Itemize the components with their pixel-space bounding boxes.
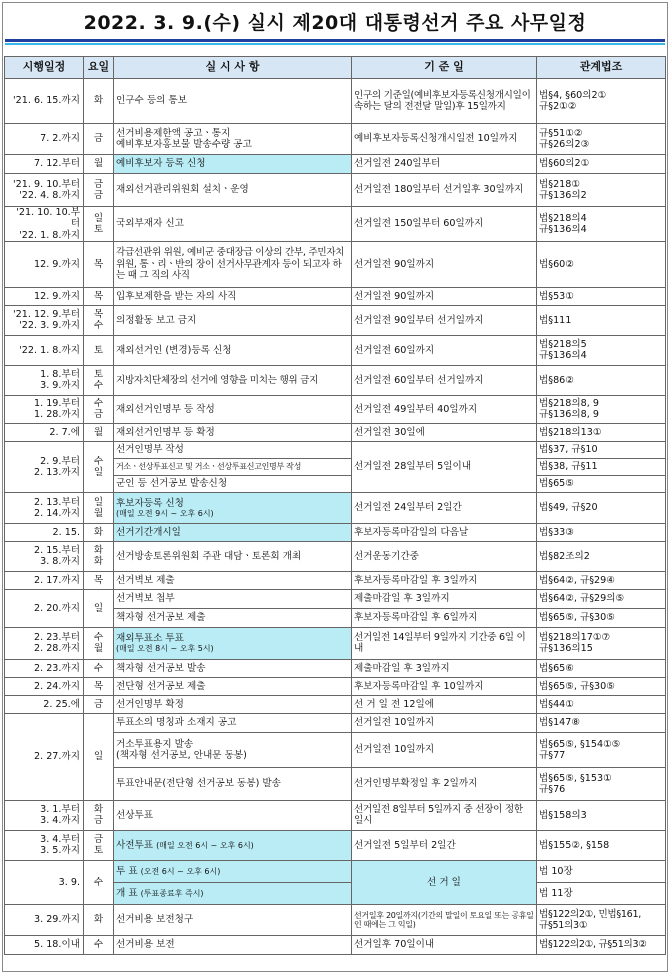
cell-date: 1. 8.부터 3. 9.까지 (5, 365, 84, 395)
cell-basis: 선 거 일 (352, 860, 537, 904)
cell-basis: 선거일전 60일까지 (352, 335, 537, 365)
cell-day: 수 (84, 659, 114, 677)
cell-date: 2. 15. (5, 523, 84, 541)
cell-day: 토 (84, 335, 114, 365)
table-row (5, 441, 666, 458)
cell-date: 2. 24.까지 (5, 677, 84, 695)
table-row (5, 207, 666, 242)
cell-item: 거소투표용지 발송 (책자형 선거공보, 안내문 동봉) (114, 732, 352, 767)
cell-law: 법§64②, 규§29의⑤ (537, 589, 666, 608)
cell-day: 수 월 (84, 627, 114, 659)
table-row (5, 79, 666, 124)
cell-law: 규§51①② 규§26의2③ (537, 124, 666, 155)
cell-basis: 후보자등록마감일 후 3일까지 (352, 571, 537, 589)
cell-law: 법§60의2① (537, 155, 666, 174)
cell-date: 3. 9. (5, 860, 84, 904)
item-note: (매일 오전 9시 ~ 오후 6시) (116, 508, 214, 518)
cell-law: 법§44① (537, 695, 666, 713)
cell-law: 법§155②, §158 (537, 830, 666, 860)
cell-basis: 선 거 일 전 12일에 (352, 695, 537, 713)
cell-day: 목 (84, 677, 114, 695)
header-day: 요일 (84, 57, 114, 79)
cell-date: 3. 1.부터 3. 4.까지 (5, 800, 84, 830)
cell-basis: 선거일전 28일부터 5일이내 (352, 441, 537, 492)
cell-item: 각급선관위 위원, 예비군 중대장급 이상의 간부, 주민자치위원, 통ㆍ리ㆍ반의 장이 선거사무관계자 등이 되고자 하는 때 그 직의 사직 (114, 241, 352, 287)
item-note: (매일 오전 6시 ~ 오후 6시) (156, 840, 254, 850)
table-row (5, 335, 666, 365)
cell-basis: 선거일전 5일부터 2일간 (352, 830, 537, 860)
cell-basis: 선거일전 30일에 (352, 423, 537, 441)
item-label: 개 표 (116, 887, 138, 899)
header-item: 실 시 사 항 (114, 57, 352, 79)
cell-item: 거소ㆍ선상투표신고 및 거소ㆍ선상투표신고인명부 작성 (114, 458, 352, 475)
cell-law: 법§37, 규§10 (537, 441, 666, 458)
cell-basis: 선거일전 60일부터 선거일까지 (352, 365, 537, 395)
table-row (5, 423, 666, 441)
cell-date: '21. 10. 10.부터 '22. 1. 8.까지 (5, 207, 84, 242)
cell-day: 금 (84, 124, 114, 155)
cell-law: 법§218의17①⑦ 규§136의15 (537, 627, 666, 659)
table-row (5, 155, 666, 174)
cell-item: 재외선거관리위원회 설치ㆍ운영 (114, 174, 352, 207)
cell-basis: 선거일후 20일까지(기간의 말일이 토요일 또는 공휴일인 때에는 그 익일) (352, 904, 537, 935)
cell-date: 2. 23.까지 (5, 659, 84, 677)
page-title: 2022. 3. 9.(수) 실시 제20대 대통령선거 주요 사무일정 (83, 12, 587, 34)
header-basis: 기 준 일 (352, 57, 537, 79)
cell-day: 일 월 (84, 492, 114, 523)
cell-item: 선상투표 (114, 800, 352, 830)
cell-item (114, 492, 352, 523)
title-underline-dark (5, 39, 665, 42)
cell-basis: 선거인명부확정일 후 2일까지 (352, 767, 537, 800)
cell-day: 목 수 (84, 305, 114, 335)
cell-law: 법§65⑤ (537, 475, 666, 492)
cell-basis: 예비후보자등록신청개시일전 10일까지 (352, 124, 537, 155)
cell-day: 일 (84, 589, 114, 627)
cell-law: 법§49, 규§20 (537, 492, 666, 523)
cell-day: 목 (84, 571, 114, 589)
cell-date: 2. 15.부터 3. 8.까지 (5, 541, 84, 571)
cell-item: 재외선거인 (변경)등록 신청 (114, 335, 352, 365)
item-label: 투 표 (116, 865, 138, 877)
table-row (5, 659, 666, 677)
cell-basis: 선거일전 90일까지 (352, 241, 537, 287)
cell-day: 목 (84, 287, 114, 305)
cell-day: 목 (84, 241, 114, 287)
cell-law: 법§218의13① (537, 423, 666, 441)
cell-law: 법§218의8, 9 규§136의8, 9 (537, 395, 666, 423)
table-row (5, 800, 666, 830)
cell-item: 지방자치단체장의 선거에 영향을 미치는 행위 금지 (114, 365, 352, 395)
cell-item: 재외선거인명부 등 확정 (114, 423, 352, 441)
table-row (5, 860, 666, 882)
cell-item (114, 830, 352, 860)
table-row (5, 627, 666, 659)
table-row (5, 677, 666, 695)
schedule-table (4, 56, 666, 955)
table-row (5, 571, 666, 589)
table-row (5, 305, 666, 335)
cell-item: 인구수 등의 통보 (114, 79, 352, 124)
cell-item (114, 882, 352, 904)
table-row (5, 287, 666, 305)
cell-day: 화 (84, 79, 114, 124)
cell-basis: 선거일전 49일부터 40일까지 (352, 395, 537, 423)
table-header-row (5, 57, 666, 79)
cell-law: 법§158의3 (537, 800, 666, 830)
cell-day: 금 금 (84, 174, 114, 207)
cell-date: 2. 9.부터 2. 13.까지 (5, 441, 84, 492)
cell-item: 책자형 선거공보 발송 (114, 659, 352, 677)
cell-date: 12. 9.까지 (5, 241, 84, 287)
cell-day: 수 (84, 935, 114, 954)
cell-basis: 선거일전 10일까지 (352, 732, 537, 767)
table-row (5, 713, 666, 732)
cell-day: 일 (84, 713, 114, 800)
cell-date: '22. 1. 8.까지 (5, 335, 84, 365)
cell-law: 법§218의4 규§136의4 (537, 207, 666, 242)
cell-law: 법§65⑤, 규§30⑤ (537, 677, 666, 695)
cell-item: 국외부재자 신고 (114, 207, 352, 242)
table-row (5, 935, 666, 954)
cell-basis: 선거일전 240일부터 (352, 155, 537, 174)
cell-date: 3. 29.까지 (5, 904, 84, 935)
cell-law: 법§64②, 규§29④ (537, 571, 666, 589)
cell-date: 2. 25.에 (5, 695, 84, 713)
table-row (5, 124, 666, 155)
cell-law: 법§111 (537, 305, 666, 335)
cell-item: 선거인명부 작성 (114, 441, 352, 458)
table-row (5, 904, 666, 935)
cell-item: 선거비용제한액 공고ㆍ통지 예비후보자홍보물 발송수량 공고 (114, 124, 352, 155)
cell-item: 선거비용 보전 (114, 935, 352, 954)
cell-basis: 후보자등록마감일의 다음날 (352, 523, 537, 541)
cell-item: 선거방송토론위원회 주관 대담ㆍ토론회 개최 (114, 541, 352, 571)
cell-law: 법§65⑤, §154①⑤ 규§77 (537, 732, 666, 767)
cell-item: 예비후보자 등록 신청 (114, 155, 352, 174)
cell-basis: 선거일전 10일까지 (352, 713, 537, 732)
cell-day: 금 (84, 695, 114, 713)
cell-law: 법§147⑧ (537, 713, 666, 732)
cell-basis: 제출마감일 후 3일까지 (352, 659, 537, 677)
cell-basis: 선거일전 90일까지 (352, 287, 537, 305)
cell-basis: 후보자등록마감일 후 6일까지 (352, 608, 537, 627)
cell-item: 투표소의 명칭과 소재지 공고 (114, 713, 352, 732)
cell-item: 의정활동 보고 금지 (114, 305, 352, 335)
table-row (5, 174, 666, 207)
cell-law: 법 11장 (537, 882, 666, 904)
cell-law: 법§122의2①, 민법§161, 규§51의3① (537, 904, 666, 935)
table-row (5, 830, 666, 860)
cell-basis: 인구의 기준일(예비후보자등록신청개시일이 속하는 달의 전전달 말일)후 15일까지 (352, 79, 537, 124)
cell-date: 1. 19.부터 1. 28.까지 (5, 395, 84, 423)
cell-law: 법 10장 (537, 860, 666, 882)
cell-basis: 선거일전 14일부터 9일까지 기간중 6일 이내 (352, 627, 537, 659)
cell-day: 토 수 (84, 365, 114, 395)
cell-date: '21. 12. 9.부터 '22. 3. 9.까지 (5, 305, 84, 335)
cell-law: 법§33③ (537, 523, 666, 541)
cell-day: 수 (84, 860, 114, 904)
cell-date: 2. 7.에 (5, 423, 84, 441)
cell-day: 화 금 (84, 800, 114, 830)
table-row (5, 523, 666, 541)
cell-item: 군인 등 선거공보 발송신청 (114, 475, 352, 492)
cell-basis: 선거일전 8일부터 5일까지 중 선장이 정한 일시 (352, 800, 537, 830)
cell-day: 수 금 (84, 395, 114, 423)
item-label: 후보자등록 신청 (116, 497, 184, 509)
cell-item (114, 627, 352, 659)
cell-item: 책자형 선거공보 제출 (114, 608, 352, 627)
cell-basis: 선거일전 90일부터 선거일까지 (352, 305, 537, 335)
cell-day: 월 (84, 155, 114, 174)
cell-basis: 선거일전 150일부터 60일까지 (352, 207, 537, 242)
cell-law: 법§218의5 규§136의4 (537, 335, 666, 365)
cell-law: 법§122의2①, 규§51의3② (537, 935, 666, 954)
cell-date: 2. 23.부터 2. 28.까지 (5, 627, 84, 659)
cell-law: 법§86② (537, 365, 666, 395)
cell-item: 선거비용 보전청구 (114, 904, 352, 935)
cell-item (114, 860, 352, 882)
cell-date: '21. 6. 15.까지 (5, 79, 84, 124)
cell-law: 법§53① (537, 287, 666, 305)
item-note: (투표종료후 즉시) (140, 888, 204, 898)
cell-law: 법§65⑤, §153① 규§76 (537, 767, 666, 800)
cell-date: 3. 4.부터 3. 5.까지 (5, 830, 84, 860)
table-row (5, 395, 666, 423)
item-label: 재외투표소 투표 (116, 633, 184, 645)
cell-date: 7. 12.부터 (5, 155, 84, 174)
cell-date: 2. 20.까지 (5, 589, 84, 627)
cell-date: 7. 2.까지 (5, 124, 84, 155)
cell-law: 법§65⑤, 규§30⑤ (537, 608, 666, 627)
cell-basis: 선거일전 180일부터 선거일후 30일까지 (352, 174, 537, 207)
cell-item: 선거기간개시일 (114, 523, 352, 541)
cell-item: 재외선거인명부 등 작성 (114, 395, 352, 423)
cell-basis: 선거일후 70일이내 (352, 935, 537, 954)
cell-date: 2. 17.까지 (5, 571, 84, 589)
item-note: (오전 6시 ~ 오후 6시) (140, 866, 221, 876)
cell-law: 법§218① 규§136의2 (537, 174, 666, 207)
cell-item: 입후보제한을 받는 자의 사직 (114, 287, 352, 305)
cell-day: 일 토 (84, 207, 114, 242)
cell-item: 선거인명부 확정 (114, 695, 352, 713)
cell-day: 금 토 (84, 830, 114, 860)
item-label: 사전투표 (116, 839, 154, 851)
cell-day: 화 화 (84, 541, 114, 571)
cell-law: 법§82조의2 (537, 541, 666, 571)
cell-day: 월 (84, 423, 114, 441)
table-row (5, 589, 666, 608)
cell-date: 12. 9.까지 (5, 287, 84, 305)
cell-basis: 선거일전 24일부터 2일간 (352, 492, 537, 523)
cell-date: 2. 13.부터 2. 14.까지 (5, 492, 84, 523)
cell-law: 법§38, 규§11 (537, 458, 666, 475)
cell-law: 법§4, §60의2① 규§2①② (537, 79, 666, 124)
title-underline-light (5, 43, 665, 45)
cell-law: 법§60② (537, 241, 666, 287)
header-date: 시행일정 (5, 57, 84, 79)
cell-basis: 선거운동기간중 (352, 541, 537, 571)
table-row (5, 695, 666, 713)
cell-item: 투표안내문(전단형 선거공보 동봉) 발송 (114, 767, 352, 800)
cell-date: 5. 18.이내 (5, 935, 84, 954)
cell-item: 전단형 선거공보 제출 (114, 677, 352, 695)
cell-law: 법§65⑥ (537, 659, 666, 677)
item-note: (매일 오전 8시 ~ 오후 5시) (116, 644, 214, 654)
cell-date: '21. 9. 10.부터 '22. 4. 8.까지 (5, 174, 84, 207)
table-row (5, 365, 666, 395)
cell-basis: 후보자등록마감일 후 10일까지 (352, 677, 537, 695)
table-row (5, 492, 666, 523)
cell-date: 2. 27.까지 (5, 713, 84, 800)
cell-day: 화 (84, 904, 114, 935)
cell-item: 선거벽보 제출 (114, 571, 352, 589)
cell-item: 선거벽보 첩부 (114, 589, 352, 608)
table-row (5, 541, 666, 571)
table-row (5, 241, 666, 287)
cell-day: 수 일 (84, 441, 114, 492)
cell-day: 화 (84, 523, 114, 541)
header-law: 관계법조 (537, 57, 666, 79)
cell-basis: 제출마감일 후 3일까지 (352, 589, 537, 608)
